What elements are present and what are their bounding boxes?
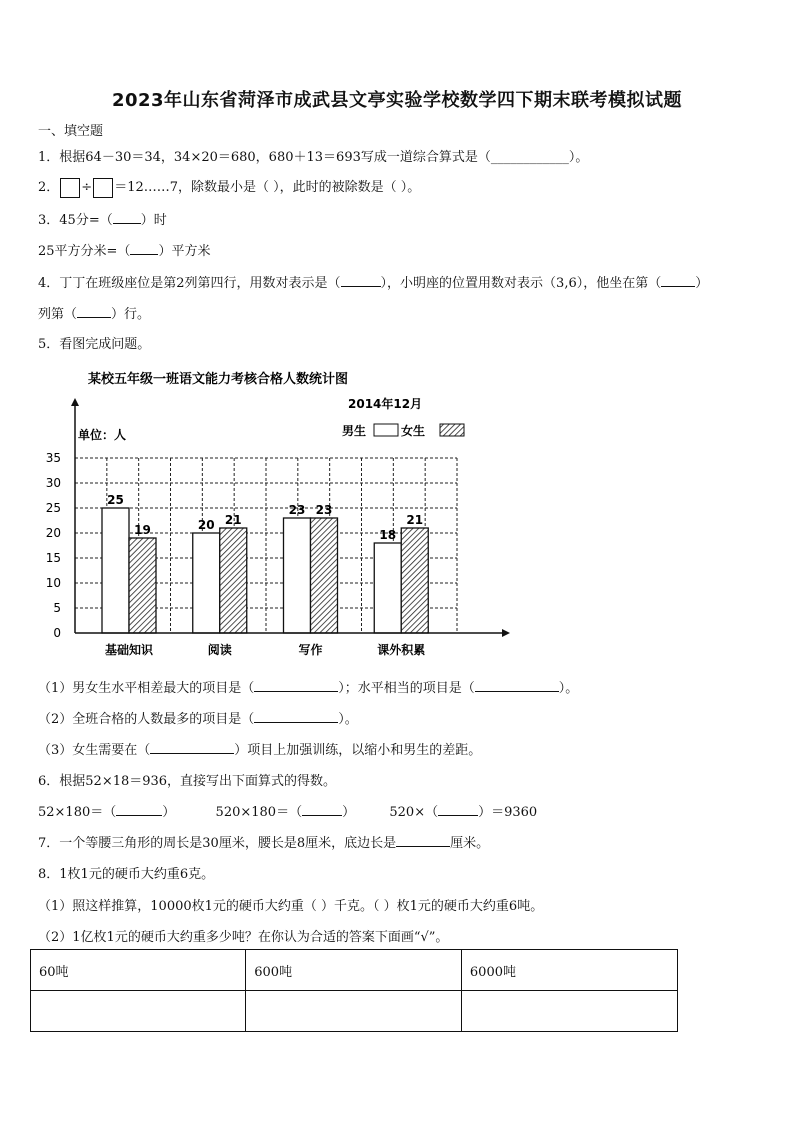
q2-text: ＝12……7，除数最小是（ ），此时的被除数是（ ）。 xyxy=(114,180,421,195)
answer-blank[interactable] xyxy=(130,242,158,255)
bar-boys xyxy=(284,518,311,633)
q6-c-close: ）＝9360 xyxy=(478,805,538,820)
data-label: 23 xyxy=(315,503,333,517)
q5-2-text-a: （2）全班合格的人数最多的项目是（ xyxy=(38,712,255,727)
q7-text-a: 7．一个等腰三角形的周长是30厘米，腰长是8厘米，底边长是 xyxy=(38,836,397,851)
x-category-label: 课外积累 xyxy=(377,643,426,657)
data-label: 23 xyxy=(288,503,306,517)
question-4-cont xyxy=(38,303,150,322)
table-row xyxy=(31,950,678,991)
q4-text-b: ），小明座的位置用数对表示（3,6），他坐在第（ xyxy=(380,276,662,291)
data-label: 20 xyxy=(197,518,215,532)
bar-girls xyxy=(311,518,338,633)
option-6000t: 6000吨 xyxy=(461,950,677,991)
chart-date: 2014年12月 xyxy=(348,397,423,411)
y-tick-label: 20 xyxy=(45,526,61,540)
chart-title: 某校五年级一班语文能力考核合格人数统计图 xyxy=(88,372,349,387)
check-cell-6000t[interactable] xyxy=(461,991,677,1032)
x-category-label: 基础知识 xyxy=(104,643,154,657)
y-axis-arrow xyxy=(71,398,79,406)
question-5-3 xyxy=(38,739,481,758)
bar-girls xyxy=(129,538,156,633)
table-row xyxy=(31,991,678,1032)
answer-blank[interactable] xyxy=(77,305,111,318)
data-label: 21 xyxy=(224,513,242,527)
q6-a-text: 52×180＝（ xyxy=(38,805,117,820)
answer-blank[interactable] xyxy=(438,803,478,816)
q6-c-text: 520×（ xyxy=(389,805,439,820)
q3b-text: 25平方分米=（ xyxy=(38,244,131,259)
y-tick-label: 35 xyxy=(45,451,61,465)
question-5-2 xyxy=(38,708,358,727)
legend-label-boys: 男生 xyxy=(342,424,367,438)
q5-1-text-b: ）；水平相当的项目是（ xyxy=(338,681,475,696)
answer-blank[interactable] xyxy=(113,211,141,224)
question-5: 5．看图完成问题。 xyxy=(38,337,151,352)
bar-chart xyxy=(30,362,550,667)
y-tick-label: 0 xyxy=(53,626,61,640)
q4-text-d: 列第（ xyxy=(38,307,78,322)
y-tick-label: 15 xyxy=(45,551,61,565)
legend-swatch-boys xyxy=(374,424,398,436)
q5-1-text-c: ）。 xyxy=(558,681,579,696)
divide-sign: ÷ xyxy=(81,180,93,195)
question-2 xyxy=(38,176,420,198)
q4-text-c: ） xyxy=(695,276,709,291)
y-tick-label: 10 xyxy=(45,576,61,590)
q6-a-close: ） xyxy=(162,805,176,820)
question-8-1: （1）照这样推算，10000枚1元的硬币大约重（ ）千克。（ ）枚1元的硬币大约重6吨。 xyxy=(38,899,544,914)
check-cell-60t[interactable] xyxy=(31,991,246,1032)
q2-number: 2． xyxy=(38,180,60,195)
legend-swatch-girls xyxy=(440,424,464,436)
answer-blank[interactable] xyxy=(254,710,338,723)
answer-blank[interactable] xyxy=(254,679,338,692)
data-label: 25 xyxy=(107,493,124,507)
bar-boys xyxy=(193,533,220,633)
legend-label-girls: 女生 xyxy=(401,424,426,438)
q4-text-e: ）行。 xyxy=(111,307,151,322)
q3b-suffix: ）平方米 xyxy=(158,244,211,259)
question-7 xyxy=(38,832,489,851)
data-label: 18 xyxy=(379,528,397,542)
q6-b-text: 520×180＝（ xyxy=(215,805,303,820)
answer-blank[interactable] xyxy=(302,803,342,816)
answer-blank[interactable] xyxy=(116,803,162,816)
x-category-label: 阅读 xyxy=(207,643,232,657)
q6-b-close: ） xyxy=(342,805,356,820)
y-tick-label: 25 xyxy=(45,501,61,515)
data-label: 19 xyxy=(134,523,151,537)
page-title: 2023年山东省菏泽市成武县文亭实验学校数学四下期末联考模拟试题 xyxy=(111,90,683,111)
bar-boys xyxy=(374,543,401,633)
answer-blank[interactable] xyxy=(475,679,559,692)
q5-2-text-b: ）。 xyxy=(338,712,358,727)
question-4 xyxy=(38,272,708,291)
question-6: 6．根据52×18＝936，直接写出下面算式的得数。 xyxy=(38,774,337,789)
section-heading: 一、填空题 xyxy=(38,124,104,139)
answer-blank[interactable] xyxy=(150,741,234,754)
q5-1-text-a: （1）男女生水平相差最大的项目是（ xyxy=(38,681,255,696)
q3a-text: 3．45分=（ xyxy=(38,213,113,228)
bar-boys xyxy=(102,508,129,633)
question-5-1 xyxy=(38,677,578,696)
question-3a xyxy=(38,209,167,228)
data-label: 21 xyxy=(406,513,424,527)
question-8-2: （2）1亿枚1元的硬币大约重多少吨？在你认为合适的答案下面画“√”。 xyxy=(38,930,449,945)
q5-3-text-b: ）项目上加强训练，以缩小和男生的差距。 xyxy=(234,743,482,758)
chart-legend xyxy=(342,423,464,438)
bar-girls xyxy=(401,528,428,633)
y-tick-label: 30 xyxy=(45,476,61,490)
question-1: 1．根据64－30＝34，34×20＝680，680＋13＝693写成一道综合算式是（____________）。 xyxy=(38,150,589,165)
option-60t: 60吨 xyxy=(31,950,246,991)
answer-blank[interactable] xyxy=(396,834,450,847)
question-8: 8．1枚1元的硬币大约重6克。 xyxy=(38,867,215,882)
chart-unit: 单位：人 xyxy=(78,428,127,442)
x-axis-arrow xyxy=(502,629,510,637)
q3a-suffix: ）时 xyxy=(140,213,167,228)
answer-blank[interactable] xyxy=(661,274,695,287)
divisor-box[interactable] xyxy=(93,178,113,198)
answer-blank[interactable] xyxy=(341,274,381,287)
answer-table xyxy=(30,949,678,1032)
q5-3-text-a: （3）女生需要在（ xyxy=(38,743,151,758)
y-tick-label: 5 xyxy=(53,601,61,615)
check-cell-600t[interactable] xyxy=(246,991,462,1032)
q4-text-a: 4．丁丁在班级座位是第2列第四行，用数对表示是（ xyxy=(38,276,341,291)
question-3b xyxy=(38,240,210,259)
question-6-items xyxy=(38,801,537,820)
bar-girls xyxy=(220,528,247,633)
x-category-label: 写作 xyxy=(298,643,323,657)
dividend-box[interactable] xyxy=(60,178,80,198)
q7-text-b: 厘米。 xyxy=(450,836,490,851)
option-600t: 600吨 xyxy=(246,950,462,991)
